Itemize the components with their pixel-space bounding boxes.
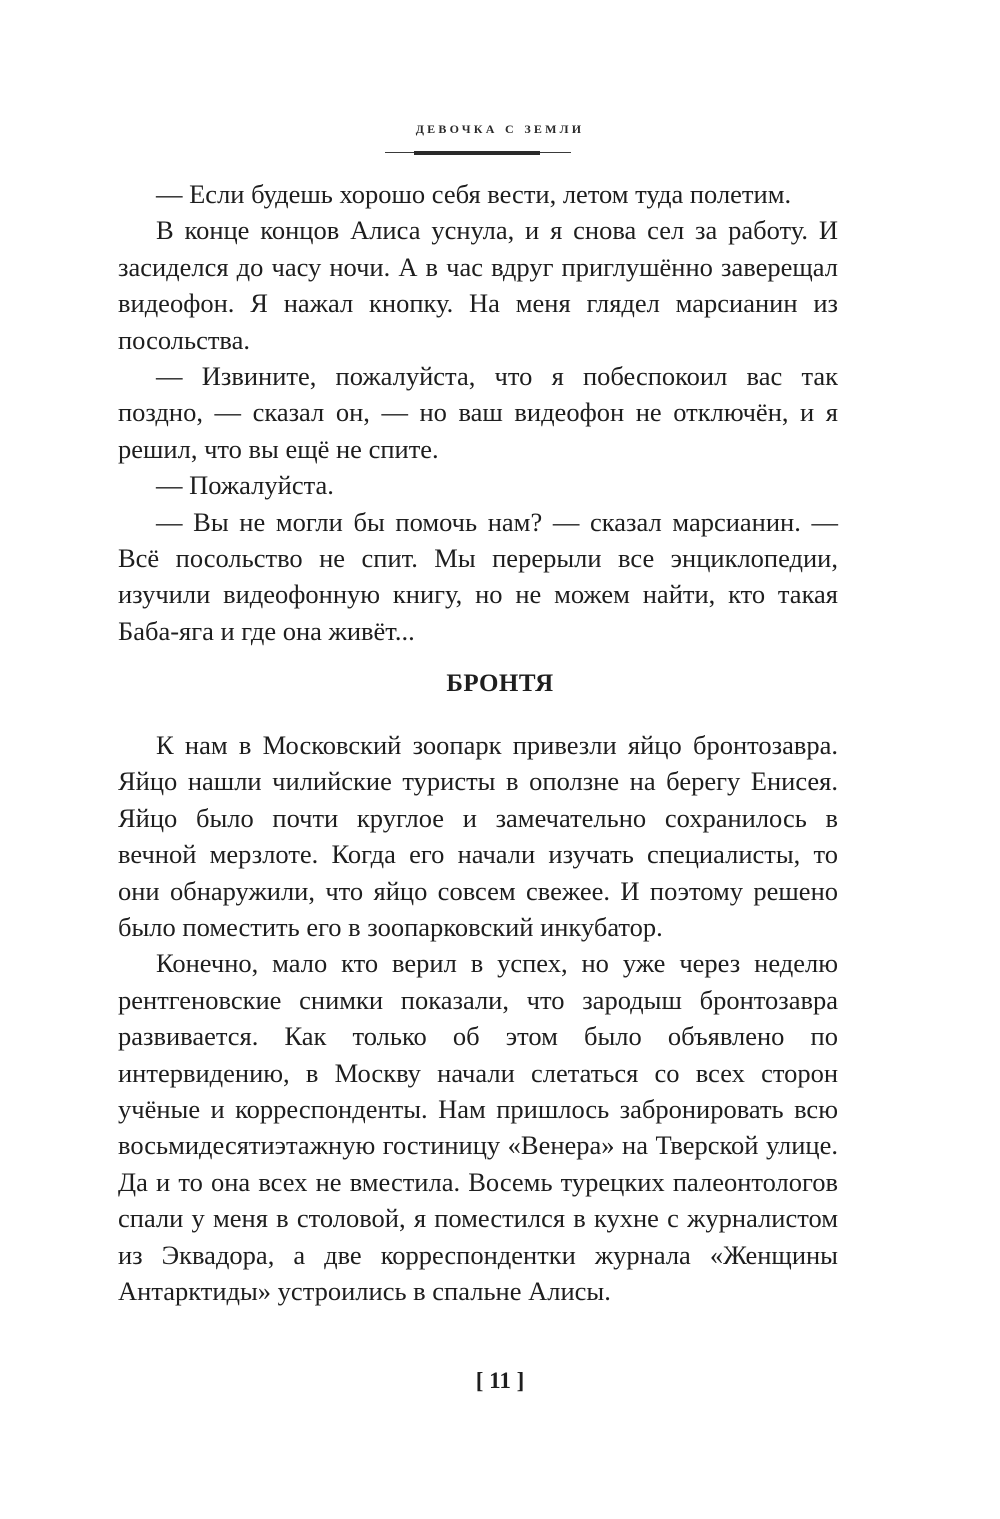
page-number: [ 11 ] xyxy=(475,1368,525,1393)
paragraph: К нам в Московский зоопарк привезли яйцо бронтозавра. Яйцо нашли чилийские туристы в оползне на берегу Енисея. Яйцо было почти круглое и замечательно сохранилось в вечной мерзлоте. Когда его начали изучать специалисты, то они обнаружили, что яйцо совсем свежее. И поэтому решено было поместить его в зоопарковский инкубатор. xyxy=(118,730,838,943)
running-head-rule-accent xyxy=(414,151,540,155)
section-2-text xyxy=(118,727,838,1310)
paragraph: — Извините, пожалуйста, что я побеспокоил вас так поздно, — сказал он, — но ваш видеофон не отключён, и я решил, что вы ещё не спите. xyxy=(118,361,838,464)
paragraph: — Если будешь хорошо себя вести, летом туда полетим. xyxy=(156,179,792,209)
paragraph: Конечно, мало кто верил в успех, но уже через неделю рентгеновские снимки показали, что зародыш бронтозавра развивается. Как только об этом было объявлено по интервидению, в Москву начали слетаться со всех сторон учёные и корреспонденты. Нам пришлось забронировать всю восьмидесятиэтажную гостиницу «Венера» на Тверской улице. Да и то она всех не вместила. Восемь турецких палеонтологов спали у меня в столовой, я поместился в кухне с журналистом из Эквадора, а две корреспондентки журнала «Женщины Антарктиды» устроились в спальне Алисы. xyxy=(118,948,838,1307)
paragraph: — Вы не могли бы помочь нам? — сказал марсианин. — Всё посольство не спит. Мы перерыли все энциклопедии, изучили видеофонную книгу, но не можем найти, кто такая Баба-яга и где она живёт... xyxy=(118,506,838,646)
paragraph: В конце концов Алиса уснула, и я снова сел за работу. И засиделся до часу ночи. А в час вдруг приглушённо заверещал видеофон. Я нажал кнопку. На меня глядел марсианин из посольства. xyxy=(118,215,838,355)
paragraph: — Пожалуйста. xyxy=(156,470,334,501)
chapter-title: БРОНТЯ xyxy=(446,670,554,697)
running-head: девочка с земли xyxy=(415,118,585,137)
section-1-text xyxy=(118,176,838,649)
